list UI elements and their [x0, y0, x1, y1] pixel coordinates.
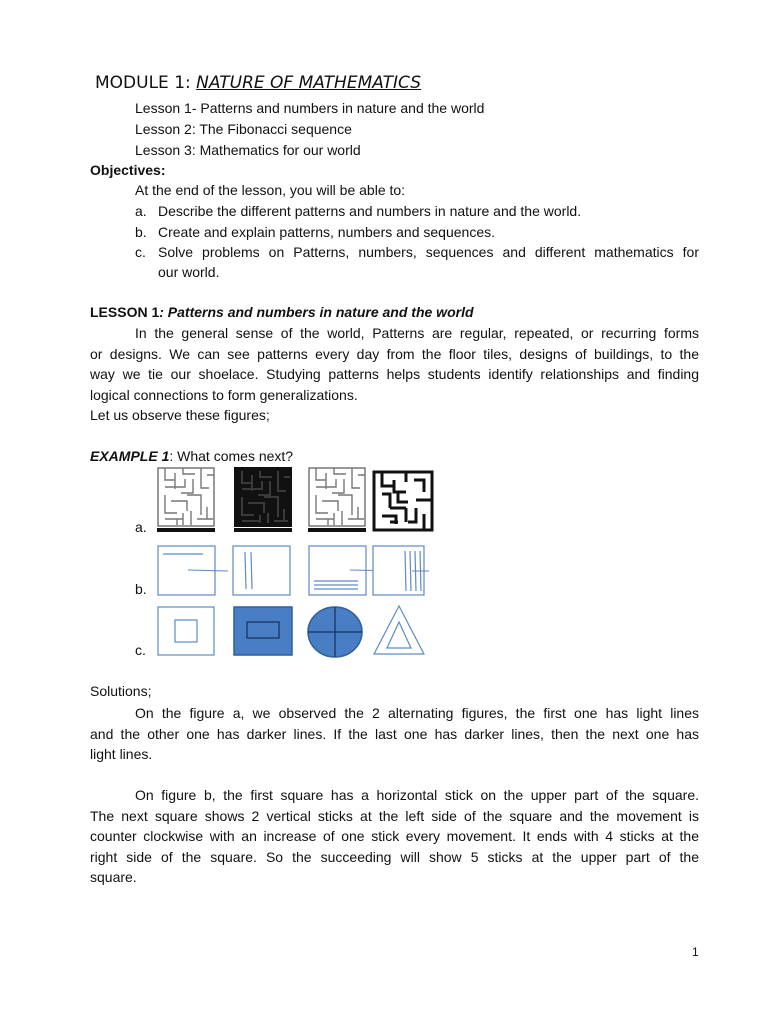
example1-label: EXAMPLE 1: [90, 448, 170, 464]
lesson1-line-2: or designs. We can see patterns every day from the floor tiles, designs of buildings, to the: [90, 345, 699, 362]
solution-b-line-5: square.: [90, 869, 137, 885]
maze-dark-2: [372, 470, 434, 532]
lesson1-line-4: logical connections to form generalizations.: [90, 386, 358, 403]
shape-triangle-outline: [372, 604, 426, 656]
lesson1-title: : Patterns and numbers in nature and the world: [159, 304, 474, 320]
row-label-c: c.: [135, 642, 146, 658]
lesson1-paragraph: [90, 323, 699, 426]
objective-text-a: Describe the different patterns and numbers in nature and the world.: [158, 203, 582, 219]
objective-text-c: Solve problems on Patterns, numbers, sequences and different mathematics for: [158, 244, 699, 260]
lesson1-heading: [90, 304, 474, 320]
module-title: [95, 73, 421, 93]
objective-marker-c: c.: [135, 244, 146, 260]
example1-question: : What comes next?: [169, 448, 294, 464]
objectives-intro: At the end of the lesson, you will be able to:: [135, 182, 406, 198]
solutions-heading: Solutions;: [90, 683, 152, 699]
objectives-heading: Objectives:: [90, 162, 166, 178]
maze-light-1: [157, 467, 215, 533]
row-label-b: b.: [135, 581, 147, 597]
objective-text-b: Create and explain patterns, numbers and sequences.: [158, 224, 495, 240]
objective-marker-b: b.: [135, 224, 147, 240]
lesson1-line-3: way we tie our shoelace. Studying patterns helps students identify relationships and finding: [90, 366, 699, 382]
solution-b-line-1: On figure b, the first square has a horizontal stick on the upper part of the square.: [135, 787, 699, 803]
shape-circle-quartered: [306, 605, 364, 659]
lesson-item-2: Lesson 2: The Fibonacci sequence: [135, 121, 352, 137]
stick-square-4: [372, 545, 432, 597]
lesson1-observe: Let us observe these figures;: [90, 407, 270, 423]
module-label: MODULE 1:: [95, 73, 191, 93]
solution-b-line-2: The next square shows 2 vertical sticks at the left side of the square and the movement is: [90, 807, 699, 824]
row-label-a: a.: [135, 519, 147, 535]
solution-b-line-3: counter clockwise with an increase of one stick every movement. It ends with 4 sticks at the: [90, 828, 699, 844]
solution-b-line-4: right side of the square. So the succeeding will show 5 sticks at the upper part of the: [90, 848, 699, 865]
maze-dark-1: [234, 467, 292, 533]
shape-square-outline: [157, 606, 215, 656]
stick-square-2: [232, 545, 292, 597]
lesson1-label: LESSON 1: [90, 304, 160, 320]
solution-a-paragraph: [90, 703, 699, 765]
shape-square-filled: [233, 606, 293, 656]
solution-a-line-3: light lines.: [90, 746, 153, 762]
objective-text-c-cont: our world.: [158, 264, 220, 280]
solution-b-paragraph: [90, 785, 699, 888]
lesson-item-3: Lesson 3: Mathematics for our world: [135, 142, 361, 158]
maze-light-2: [308, 467, 366, 533]
objective-marker-a: a.: [135, 203, 147, 219]
connector-line-1: [188, 567, 228, 575]
lesson1-line-1: In the general sense of the world, Patterns are regular, repeated, or recurring forms: [135, 325, 699, 341]
example1-heading: [90, 448, 293, 464]
solution-a-line-1: On the figure a, we observed the 2 alternating figures, the first one has light lines: [135, 705, 699, 721]
module-name: NATURE OF MATHEMATICS: [196, 73, 422, 93]
solution-a-line-2: and the other one has darker lines. If the last one has darker lines, then the next one has: [90, 725, 699, 742]
page-number: 1: [692, 945, 699, 959]
lesson-item-1: Lesson 1- Patterns and numbers in nature and the world: [135, 100, 485, 116]
